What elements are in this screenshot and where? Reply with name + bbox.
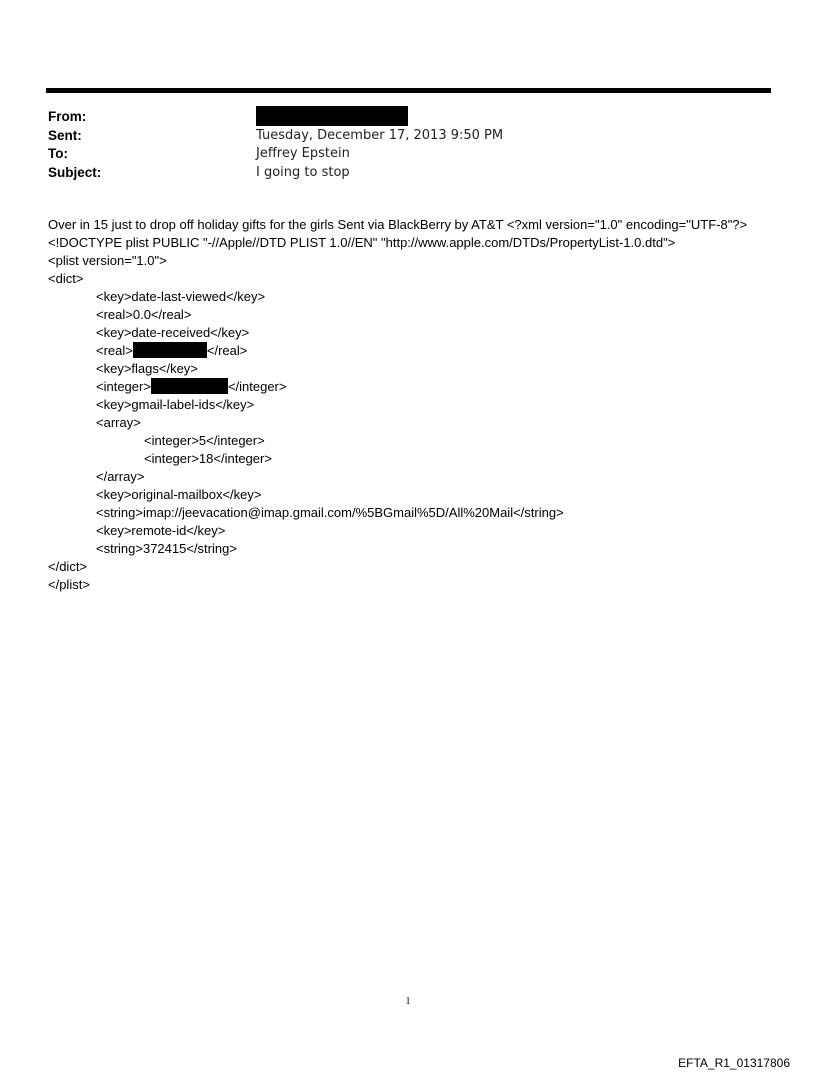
- document-id: EFTA_R1_01317806: [678, 1056, 790, 1070]
- subject-row: [48, 164, 503, 183]
- from-row: [48, 108, 503, 127]
- real-value-line: <real>0.0</real>: [96, 307, 192, 322]
- plist-close-line: </plist>: [48, 577, 90, 592]
- integer-18-line: <integer>18</integer>: [144, 451, 272, 466]
- header-rule: [46, 88, 771, 93]
- sent-value: Tuesday, December 17, 2013 9:50 PM: [256, 127, 504, 143]
- integer-5-line: <integer>5</integer>: [144, 433, 265, 448]
- email-header: [48, 108, 503, 182]
- sent-label: Sent:: [48, 127, 82, 143]
- dict-open-line: <dict>: [48, 271, 84, 286]
- key-date-received: <key>date-received</key>: [96, 325, 250, 340]
- real-open-tag: <real>: [96, 343, 133, 358]
- integer-open-tag: <integer>: [96, 379, 151, 394]
- plist-open-line: <plist version="1.0">: [48, 253, 167, 268]
- dict-close-line: </dict>: [48, 559, 88, 574]
- to-row: [48, 145, 503, 164]
- key-date-last-viewed: <key>date-last-viewed</key>: [96, 289, 266, 304]
- string-mailbox-line: <string>imap://jeevacation@imap.gmail.com/%5BGmail%5D/All%20Mail</string>: [96, 505, 564, 520]
- to-label: To:: [48, 146, 68, 161]
- from-label: From:: [48, 109, 87, 124]
- to-value: Jeffrey Epstein: [256, 146, 350, 161]
- date-redaction: [133, 342, 207, 358]
- page-number: 1: [405, 996, 411, 1007]
- integer-close-tag: </integer>: [227, 379, 287, 394]
- integer-redacted-line: [48, 378, 748, 396]
- key-gmail-label-ids: <key>gmail-label-ids</key>: [96, 397, 255, 412]
- from-redaction: [256, 106, 408, 126]
- sent-row: [48, 127, 503, 146]
- key-original-mailbox: <key>original-mailbox</key>: [96, 487, 262, 502]
- subject-label: Subject:: [48, 164, 102, 180]
- real-close-tag: </real>: [206, 343, 248, 358]
- key-remote-id: <key>remote-id</key>: [96, 523, 226, 538]
- subject-value: I going to stop: [256, 164, 350, 180]
- key-flags: <key>flags</key>: [96, 361, 198, 376]
- string-remote-id-line: <string>372415</string>: [96, 541, 237, 556]
- email-body: [48, 216, 748, 594]
- array-open-line: <array>: [96, 415, 141, 430]
- array-close-line: </array>: [96, 469, 145, 484]
- flags-redaction: [151, 378, 228, 394]
- body-intro: Over in 15 just to drop off holiday gifts for the girls Sent via BlackBerry by AT&T <?xml version="1.0" encoding="UTF-8"?> <!DOCTYPE plist PUBLIC "-//Apple//DTD PLIST 1.0//EN" "http://www.apple.com/DTDs/PropertyList-1.0.dtd">: [48, 217, 748, 250]
- real-redacted-line: [48, 342, 748, 360]
